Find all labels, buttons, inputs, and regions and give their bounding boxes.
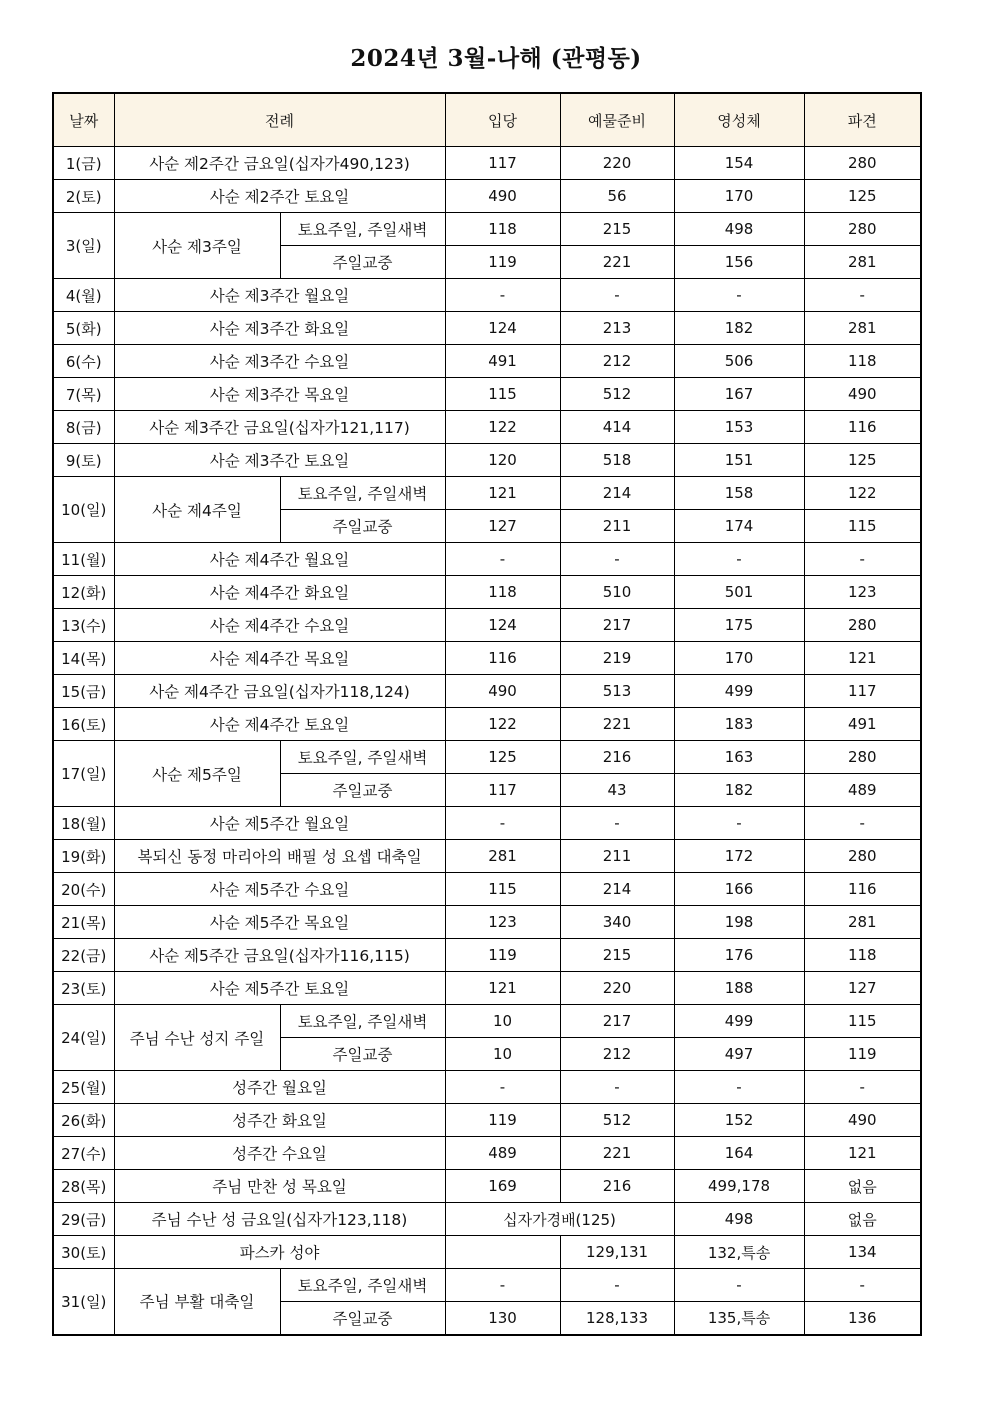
header-entrance: 입당 (445, 93, 560, 147)
date-cell: 12(화) (53, 576, 114, 609)
entrance-cell: 490 (445, 180, 560, 213)
communion-cell: 132,특송 (674, 1236, 804, 1269)
communion-cell: 498 (674, 213, 804, 246)
dismissal-cell: 281 (804, 906, 921, 939)
entrance-cell: 116 (445, 642, 560, 675)
communion-cell: 167 (674, 378, 804, 411)
table-row (53, 708, 921, 741)
dismissal-cell: 280 (804, 741, 921, 774)
offertory-cell: 512 (560, 378, 674, 411)
liturgy-cell: 사순 제3주간 목요일 (114, 378, 445, 411)
dismissal-cell: 136 (804, 1302, 921, 1335)
dismissal-cell: 490 (804, 1104, 921, 1137)
date-cell: 14(목) (53, 642, 114, 675)
dismissal-cell: 없음 (804, 1203, 921, 1236)
entrance-cell: - (445, 543, 560, 576)
mass-type-cell: 주일교중 (280, 774, 445, 807)
date-cell: 20(수) (53, 873, 114, 906)
header-date: 날짜 (53, 93, 114, 147)
liturgy-cell: 사순 제4주간 월요일 (114, 543, 445, 576)
entrance-cell: 124 (445, 609, 560, 642)
communion-cell: - (674, 807, 804, 840)
table-row (53, 840, 921, 873)
entrance-cell: 127 (445, 510, 560, 543)
dismissal-cell: 280 (804, 609, 921, 642)
entrance-cell: 115 (445, 873, 560, 906)
entrance-cell: 491 (445, 345, 560, 378)
dismissal-cell: 280 (804, 840, 921, 873)
mass-type-cell: 토요주일, 주일새벽 (280, 1005, 445, 1038)
communion-cell: 170 (674, 642, 804, 675)
dismissal-cell: 121 (804, 1137, 921, 1170)
table-row (53, 213, 921, 246)
entrance-cell: 117 (445, 147, 560, 180)
entrance-cell: - (445, 1269, 560, 1302)
dismissal-cell: 125 (804, 444, 921, 477)
date-cell: 7(목) (53, 378, 114, 411)
entrance-cell: 130 (445, 1302, 560, 1335)
offertory-cell: 213 (560, 312, 674, 345)
entrance-cell: 117 (445, 774, 560, 807)
liturgy-cell: 사순 제3주간 수요일 (114, 345, 445, 378)
communion-cell: 176 (674, 939, 804, 972)
date-cell: 18(월) (53, 807, 114, 840)
entrance-cell: 122 (445, 411, 560, 444)
entrance-cell: 118 (445, 576, 560, 609)
dismissal-cell: 127 (804, 972, 921, 1005)
table-row (53, 741, 921, 774)
entrance-cell: 490 (445, 675, 560, 708)
table-body (53, 147, 921, 1335)
table-row (53, 444, 921, 477)
date-cell: 30(토) (53, 1236, 114, 1269)
liturgy-cell: 사순 제5주간 목요일 (114, 906, 445, 939)
communion-cell: 153 (674, 411, 804, 444)
communion-cell: - (674, 543, 804, 576)
header-row (53, 93, 921, 147)
offertory-cell: 217 (560, 609, 674, 642)
dismissal-cell: - (804, 1071, 921, 1104)
communion-cell: 499,178 (674, 1170, 804, 1203)
liturgy-cell: 사순 제4주간 금요일(십자가118,124) (114, 675, 445, 708)
liturgy-cell: 주님 부활 대축일 (114, 1269, 280, 1335)
date-cell: 4(월) (53, 279, 114, 312)
table-row (53, 1203, 921, 1236)
communion-cell: 499 (674, 1005, 804, 1038)
entrance-cell: 122 (445, 708, 560, 741)
entrance-cell: 118 (445, 213, 560, 246)
communion-cell: 501 (674, 576, 804, 609)
date-cell: 17(일) (53, 741, 114, 807)
table-row (53, 411, 921, 444)
date-cell: 16(토) (53, 708, 114, 741)
entrance-cell: - (445, 807, 560, 840)
header-liturgy: 전례 (114, 93, 445, 147)
communion-cell: 188 (674, 972, 804, 1005)
dismissal-cell: 116 (804, 411, 921, 444)
dismissal-cell: - (804, 279, 921, 312)
liturgy-music-table (52, 92, 922, 1336)
entrance-cell: - (445, 1071, 560, 1104)
dismissal-cell: 118 (804, 345, 921, 378)
table-row (53, 906, 921, 939)
offertory-cell: 214 (560, 477, 674, 510)
offertory-cell: 510 (560, 576, 674, 609)
liturgy-cell: 사순 제5주간 월요일 (114, 807, 445, 840)
date-cell: 3(일) (53, 213, 114, 279)
offertory-cell: 128,133 (560, 1302, 674, 1335)
offertory-cell: - (560, 807, 674, 840)
dismissal-cell: 280 (804, 213, 921, 246)
communion-cell: 182 (674, 312, 804, 345)
offertory-cell: 340 (560, 906, 674, 939)
communion-cell: 172 (674, 840, 804, 873)
table-row (53, 1137, 921, 1170)
date-cell: 13(수) (53, 609, 114, 642)
date-cell: 15(금) (53, 675, 114, 708)
liturgy-cell: 주님 수난 성 금요일(십자가123,118) (114, 1203, 445, 1236)
offertory-cell: 211 (560, 510, 674, 543)
entrance-cell: 489 (445, 1137, 560, 1170)
entrance-cell: 119 (445, 939, 560, 972)
dismissal-cell: 122 (804, 477, 921, 510)
communion-cell: 166 (674, 873, 804, 906)
table-row (53, 279, 921, 312)
mass-type-cell: 토요주일, 주일새벽 (280, 741, 445, 774)
offertory-cell: 212 (560, 1038, 674, 1071)
offertory-cell: 219 (560, 642, 674, 675)
offertory-cell: 214 (560, 873, 674, 906)
header-communion: 영성체 (674, 93, 804, 147)
entrance-cell: 124 (445, 312, 560, 345)
offertory-cell: 221 (560, 708, 674, 741)
entrance-cell: 10 (445, 1005, 560, 1038)
date-cell: 27(수) (53, 1137, 114, 1170)
table-row (53, 180, 921, 213)
dismissal-cell: - (804, 807, 921, 840)
offertory-cell: 217 (560, 1005, 674, 1038)
liturgy-cell: 사순 제3주간 월요일 (114, 279, 445, 312)
entrance-cell (445, 1236, 560, 1269)
liturgy-cell: 성주간 화요일 (114, 1104, 445, 1137)
liturgy-cell: 사순 제5주간 수요일 (114, 873, 445, 906)
table-row (53, 477, 921, 510)
communion-cell: 497 (674, 1038, 804, 1071)
date-cell: 6(수) (53, 345, 114, 378)
table-row (53, 939, 921, 972)
dismissal-cell: 489 (804, 774, 921, 807)
dismissal-cell: 125 (804, 180, 921, 213)
offertory-cell: 414 (560, 411, 674, 444)
dismissal-cell: 115 (804, 1005, 921, 1038)
table-row (53, 1071, 921, 1104)
liturgy-cell: 사순 제4주간 수요일 (114, 609, 445, 642)
mass-type-cell: 주일교중 (280, 246, 445, 279)
communion-cell: 164 (674, 1137, 804, 1170)
date-cell: 1(금) (53, 147, 114, 180)
table-row (53, 675, 921, 708)
page-title: 2024년 3월-나해 (관평동) (350, 45, 642, 72)
mass-type-cell: 주일교중 (280, 1302, 445, 1335)
communion-cell: 182 (674, 774, 804, 807)
communion-cell: 198 (674, 906, 804, 939)
dismissal-cell: 134 (804, 1236, 921, 1269)
offertory-cell: - (560, 1269, 674, 1302)
liturgy-cell: 사순 제5주간 금요일(십자가116,115) (114, 939, 445, 972)
offertory-cell: 215 (560, 939, 674, 972)
communion-cell: 154 (674, 147, 804, 180)
communion-cell: 170 (674, 180, 804, 213)
date-cell: 22(금) (53, 939, 114, 972)
dismissal-cell: 117 (804, 675, 921, 708)
liturgy-cell: 사순 제4주간 화요일 (114, 576, 445, 609)
table-row (53, 543, 921, 576)
offertory-cell: 512 (560, 1104, 674, 1137)
table-row (53, 576, 921, 609)
liturgy-cell: 성주간 월요일 (114, 1071, 445, 1104)
table-row (53, 1104, 921, 1137)
table-row (53, 147, 921, 180)
entrance-cell: 10 (445, 1038, 560, 1071)
entrance-cell: 169 (445, 1170, 560, 1203)
dismissal-cell: 281 (804, 246, 921, 279)
liturgy-cell: 사순 제3주간 화요일 (114, 312, 445, 345)
dismissal-cell: 121 (804, 642, 921, 675)
table-row (53, 972, 921, 1005)
liturgy-cell: 주님 만찬 성 목요일 (114, 1170, 445, 1203)
dismissal-cell: 123 (804, 576, 921, 609)
table-row (53, 1005, 921, 1038)
date-cell: 26(화) (53, 1104, 114, 1137)
table-row (53, 1170, 921, 1203)
offertory-cell: 221 (560, 246, 674, 279)
date-cell: 5(화) (53, 312, 114, 345)
entrance-cell: 119 (445, 1104, 560, 1137)
table-row (53, 345, 921, 378)
dismissal-cell: 없음 (804, 1170, 921, 1203)
entrance-cell: 121 (445, 477, 560, 510)
offertory-cell: 518 (560, 444, 674, 477)
communion-cell: 163 (674, 741, 804, 774)
dismissal-cell: - (804, 543, 921, 576)
offertory-cell: 212 (560, 345, 674, 378)
offertory-cell: 216 (560, 1170, 674, 1203)
liturgy-cell: 사순 제4주일 (114, 477, 280, 543)
table-row (53, 642, 921, 675)
liturgy-cell: 주님 수난 성지 주일 (114, 1005, 280, 1071)
communion-cell: 506 (674, 345, 804, 378)
dismissal-cell: 280 (804, 147, 921, 180)
communion-cell: - (674, 279, 804, 312)
mass-type-cell: 주일교중 (280, 1038, 445, 1071)
entrance-cell: 120 (445, 444, 560, 477)
communion-cell: - (674, 1071, 804, 1104)
communion-cell: 175 (674, 609, 804, 642)
offertory-cell: 129,131 (560, 1236, 674, 1269)
mass-type-cell: 주일교중 (280, 510, 445, 543)
entrance-cell: 125 (445, 741, 560, 774)
header-offertory: 예물준비 (560, 93, 674, 147)
liturgy-cell: 사순 제5주일 (114, 741, 280, 807)
liturgy-cell: 사순 제4주간 목요일 (114, 642, 445, 675)
table-row (53, 1269, 921, 1302)
entrance-cell: 115 (445, 378, 560, 411)
table-row (53, 609, 921, 642)
liturgy-cell: 사순 제3주간 금요일(십자가121,117) (114, 411, 445, 444)
liturgy-cell: 사순 제5주간 토요일 (114, 972, 445, 1005)
offertory-cell: - (560, 1071, 674, 1104)
dismissal-cell: 118 (804, 939, 921, 972)
date-cell: 25(월) (53, 1071, 114, 1104)
entrance-cell: 121 (445, 972, 560, 1005)
communion-cell: 135,특송 (674, 1302, 804, 1335)
dismissal-cell: 491 (804, 708, 921, 741)
date-cell: 19(화) (53, 840, 114, 873)
date-cell: 8(금) (53, 411, 114, 444)
date-cell: 29(금) (53, 1203, 114, 1236)
liturgy-cell: 사순 제3주일 (114, 213, 280, 279)
liturgy-cell: 사순 제2주간 토요일 (114, 180, 445, 213)
entrance-cell: 123 (445, 906, 560, 939)
communion-cell: 151 (674, 444, 804, 477)
date-cell: 24(일) (53, 1005, 114, 1071)
mass-type-cell: 토요주일, 주일새벽 (280, 477, 445, 510)
dismissal-cell: 281 (804, 312, 921, 345)
offertory-cell: 513 (560, 675, 674, 708)
offertory-cell: 220 (560, 972, 674, 1005)
communion-cell: 156 (674, 246, 804, 279)
offertory-cell: 216 (560, 741, 674, 774)
offertory-cell: 220 (560, 147, 674, 180)
dismissal-cell: - (804, 1269, 921, 1302)
liturgy-cell: 사순 제3주간 토요일 (114, 444, 445, 477)
date-cell: 21(목) (53, 906, 114, 939)
date-cell: 10(일) (53, 477, 114, 543)
communion-cell: 174 (674, 510, 804, 543)
mass-type-cell: 토요주일, 주일새벽 (280, 213, 445, 246)
date-cell: 11(월) (53, 543, 114, 576)
offertory-cell: - (560, 543, 674, 576)
liturgy-cell: 성주간 수요일 (114, 1137, 445, 1170)
header-dismissal: 파견 (804, 93, 921, 147)
offertory-cell: 43 (560, 774, 674, 807)
table-row (53, 378, 921, 411)
liturgy-cell: 사순 제2주간 금요일(십자가490,123) (114, 147, 445, 180)
mass-type-cell: 토요주일, 주일새벽 (280, 1269, 445, 1302)
dismissal-cell: 115 (804, 510, 921, 543)
date-cell: 23(토) (53, 972, 114, 1005)
table-row (53, 312, 921, 345)
offertory-cell: 56 (560, 180, 674, 213)
offertory-cell: - (560, 279, 674, 312)
table-row (53, 1236, 921, 1269)
offertory-cell: 211 (560, 840, 674, 873)
communion-cell: 183 (674, 708, 804, 741)
entrance-cell: 281 (445, 840, 560, 873)
communion-cell: 499 (674, 675, 804, 708)
date-cell: 2(토) (53, 180, 114, 213)
dismissal-cell: 119 (804, 1038, 921, 1071)
communion-cell: 498 (674, 1203, 804, 1236)
liturgy-cell: 복되신 동정 마리아의 배필 성 요셉 대축일 (114, 840, 445, 873)
communion-cell: 152 (674, 1104, 804, 1137)
entrance-cell: - (445, 279, 560, 312)
date-cell: 31(일) (53, 1269, 114, 1335)
date-cell: 28(목) (53, 1170, 114, 1203)
communion-cell: - (674, 1269, 804, 1302)
veneration-cell: 십자가경배(125) (445, 1203, 674, 1236)
dismissal-cell: 490 (804, 378, 921, 411)
table-row (53, 807, 921, 840)
liturgy-cell: 파스카 성야 (114, 1236, 445, 1269)
liturgy-cell: 사순 제4주간 토요일 (114, 708, 445, 741)
communion-cell: 158 (674, 477, 804, 510)
entrance-cell: 119 (445, 246, 560, 279)
offertory-cell: 215 (560, 213, 674, 246)
table-row (53, 873, 921, 906)
date-cell: 9(토) (53, 444, 114, 477)
offertory-cell: 221 (560, 1137, 674, 1170)
dismissal-cell: 116 (804, 873, 921, 906)
